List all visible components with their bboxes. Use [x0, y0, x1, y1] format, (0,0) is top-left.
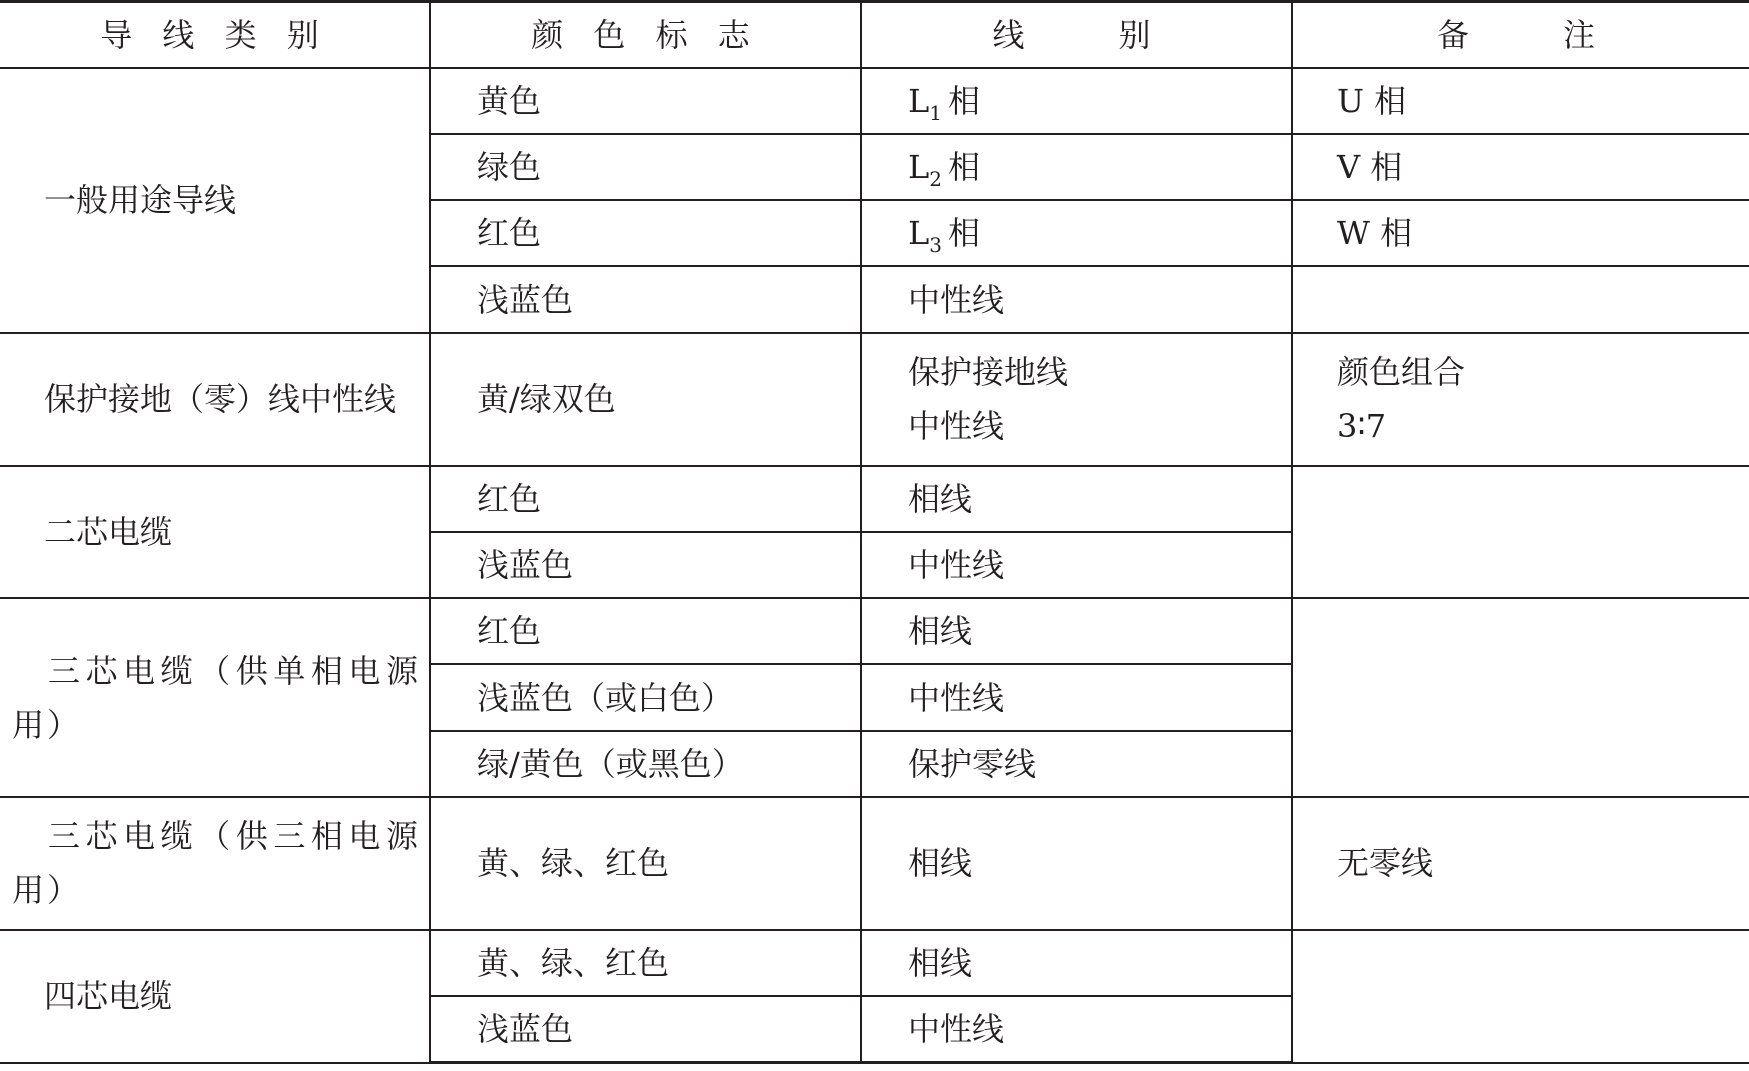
line-cell: 中性线 — [861, 266, 1292, 332]
category-cell: 三芯电缆（供三相电源用） — [0, 797, 430, 930]
note-cell — [1292, 333, 1749, 466]
line-text: 中性线 — [908, 407, 1005, 446]
header-row — [0, 2, 1749, 69]
phase-subscript: 1 — [929, 101, 942, 126]
line-cell: 相线 — [861, 930, 1292, 996]
phase-subscript: 2 — [929, 167, 942, 192]
table-row — [0, 333, 1749, 466]
header-remarks: 备 注 — [1292, 2, 1749, 69]
category-cell: 一般用途导线 — [0, 68, 430, 333]
category-cell: 三芯电缆（供单相电源用） — [0, 598, 430, 796]
table-row — [0, 68, 1749, 134]
color-cell: 绿色 — [430, 134, 861, 200]
phase-label: $L_2$ — [908, 148, 942, 192]
note-cell — [1292, 930, 1749, 1062]
header-wire-category: 导 线 类 别 — [0, 2, 430, 69]
note-cell: U 相 — [1292, 68, 1749, 134]
phase-subscript: 3 — [929, 233, 942, 258]
note-cell — [1292, 466, 1749, 598]
line-cell: 相线 — [861, 466, 1292, 532]
line-cell: $L_2$ 相 — [861, 134, 1292, 200]
category-cell: 保护接地（零）线中性线 — [0, 333, 430, 466]
note-cell: V 相 — [1292, 134, 1749, 200]
note-cell: W 相 — [1292, 200, 1749, 266]
color-cell: 浅蓝色 — [430, 996, 861, 1062]
note-text: 颜色组合 — [1337, 353, 1466, 392]
line-text: 保护接地线 — [908, 353, 1069, 392]
line-cell: 相线 — [861, 797, 1292, 930]
color-cell: 绿/黄色（或黑色） — [430, 731, 861, 797]
table-row — [0, 930, 1749, 996]
line-cell: $L_1$ 相 — [861, 68, 1292, 134]
color-cell: 黄、绿、红色 — [430, 797, 861, 930]
color-cell: 浅蓝色 — [430, 266, 861, 332]
table-row — [0, 598, 1749, 664]
line-cell — [861, 333, 1292, 466]
color-cell: 浅蓝色（或白色） — [430, 664, 861, 730]
color-cell: 红色 — [430, 200, 861, 266]
color-cell: 黄、绿、红色 — [430, 930, 861, 996]
note-cell: 无零线 — [1292, 797, 1749, 930]
line-cell: 中性线 — [861, 664, 1292, 730]
color-cell: 红色 — [430, 466, 861, 532]
line-cell: 中性线 — [861, 996, 1292, 1062]
header-line-type: 线 别 — [861, 2, 1292, 69]
line-cell: $L_3$ 相 — [861, 200, 1292, 266]
line-cell: 中性线 — [861, 532, 1292, 598]
line-cell: 相线 — [861, 598, 1292, 664]
category-cell: 四芯电缆 — [0, 930, 430, 1062]
header-color-marking: 颜 色 标 志 — [430, 2, 861, 69]
phase-label: $L_3$ — [908, 214, 942, 258]
note-cell — [1292, 598, 1749, 796]
note-text: 3∶7 — [1337, 407, 1387, 446]
note-cell — [1292, 266, 1749, 332]
phase-label: $L_1$ — [908, 82, 942, 126]
category-cell: 二芯电缆 — [0, 466, 430, 598]
color-cell: 黄/绿双色 — [430, 333, 861, 466]
table-row — [0, 466, 1749, 532]
color-cell: 浅蓝色 — [430, 532, 861, 598]
line-cell: 保护零线 — [861, 731, 1292, 797]
color-cell: 黄色 — [430, 68, 861, 134]
table-row — [0, 797, 1749, 930]
color-cell: 红色 — [430, 598, 861, 664]
